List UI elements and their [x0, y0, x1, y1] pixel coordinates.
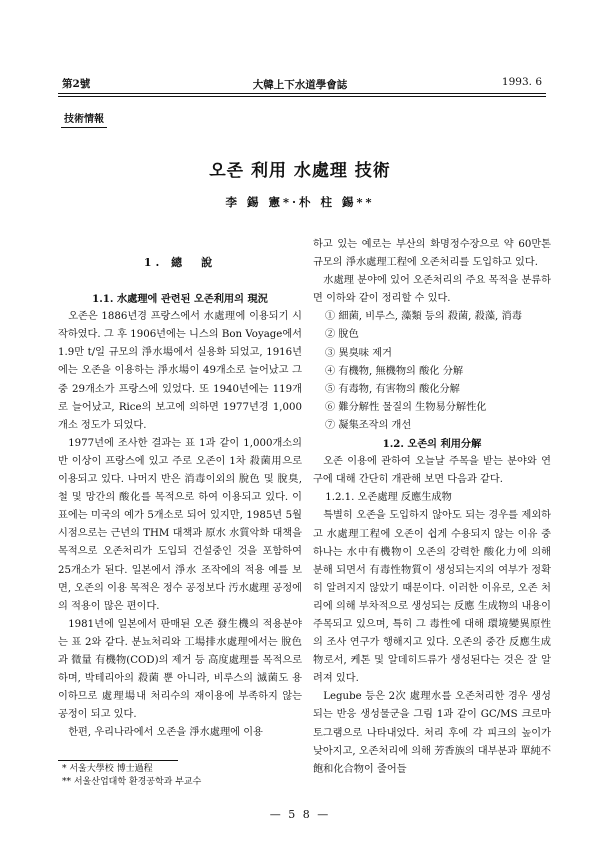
article-title: 오존 利用 水處理 技術 — [209, 161, 391, 181]
paragraph: 특별히 오존을 도입하지 않아도 되는 경우를 제외하고 水處理工程에 오존이 쉽게 수용되지 않는 이유 중 하나는 水中有機物이 오존의 강력한 酸化力에 의해 분해 되면서 有毒性物質이 생성되는지의 여부가 정확히 알려지지 않았기 때문이다. 이러한 이유로, 오존 처리에 의해 부차적으로 생성되는 反應 生成物의 내용이 주목되고 있으며, 특히 그 毒性에 대해 環境變異原性의 조사 연구가 행해지고 있다. 오존의 중간 反應生成物로서, 케톤 및 알데히드류가 생성된다는 것은 잘 알려져 있다. — [313, 510, 551, 685]
list-item: ④ 有機物, 無機物의 酸化 分解 — [325, 365, 464, 377]
list-item: ⑤ 有毒物, 有害物의 酸化分解 — [325, 383, 460, 395]
paragraph: 한편, 우리나라에서 오존을 淨水處理에 이용 — [68, 727, 263, 739]
list-item: ① 細菌, 비루스, 藻類 등의 殺菌, 殺藻, 消毒 — [325, 311, 522, 323]
paragraph: 1977년에 조사한 결과는 표 1과 같이 1,000개소의 반 이상이 프랑스에 있고 주로 오존이 1차 殺菌用으로 이용되고 있다. 나머지 반은 消毒이외의 脫色 및 脫臭, 철 및 망간의 酸化를 목적으로 하여 이용되고 있다. 이 표에는 미국의 예가 5개소로 되어 있지만, 1985년 5월 시점으로는 근년의 THM 대책과 原水 水質악화 대책을 목적으로 오존처리가 도입되 건설중인 것을 포함하여 25개소가 된다. 일본에서 淨水 조작에의 적용 예를 보면, 오존의 이용 목적은 정수 공정보다 汚水處理 공정에의 적용이 많은 편이다. — [58, 437, 302, 612]
subsubsection-heading: 1.2.1. 오존處理 反應生成物 — [325, 492, 452, 504]
issue-number: 第2號 — [62, 78, 91, 90]
right-column — [313, 236, 551, 779]
purpose-list — [313, 308, 551, 435]
list-item: ② 脫色 — [325, 329, 359, 341]
left-column — [58, 254, 302, 742]
paragraph: 오존은 1886년경 프랑스에서 水處理에 이용되기 시작하였다. 그 후 1906년에는 니스의 Bon Voyage에서 1.9만 t/일 규모의 淨水場에서 실용화 되었고, 1916년에는 오존을 이용하는 淨水場이 49개소로 늘어났고 그 중 29개소가 프랑스에 있었다. 또 1940년에는 119개로 늘어났고, Rice의 보고에 의하면 1977년경 1,000개소 정도가 되었다. — [58, 311, 302, 431]
list-item: ⑦ 凝集조작의 개선 — [325, 419, 412, 431]
header-rule-thin — [58, 96, 546, 97]
list-item: ⑥ 難分解性 물질의 生物易分解性化 — [325, 401, 487, 413]
paragraph: 하고 있는 예로는 부산의 화명정수장으로 약 60만톤 규모의 淨水處理工程에 오존처리를 도입하고 있다. — [313, 239, 551, 269]
article-authors: 李 錫 憲*·朴 柱 錫** — [225, 195, 375, 209]
subsection-heading: 1.2. 오존의 利用分解 — [382, 438, 482, 451]
list-item: ③ 異臭味 제거 — [325, 347, 392, 359]
header-rule — [58, 93, 546, 94]
paragraph: 오존 이용에 관하여 오늘날 주목을 받는 분야와 연구에 대해 간단히 개관해 보면 다음과 같다. — [313, 456, 551, 486]
issue-date: 1993. 6 — [501, 76, 542, 88]
footnote-rule — [58, 760, 178, 761]
section-tag: 技術情報 — [61, 110, 107, 128]
journal-title: 大韓上下水道學會誌 — [252, 79, 348, 91]
footnote: ** 서울산업대학 환경공학과 부교수 — [62, 777, 202, 787]
footnote: * 서울大學校 博士過程 — [62, 764, 153, 774]
paragraph: Legube 등은 2次 處理水를 오존처리한 경우 생성되는 반응 생성물군을 그림 1과 같이 GC/MS 크로마토그램으로 나타내었다. 처리 후에 각 피크의 높이가 낮아지고, 오존처리에 의해 芳香族의 대부분과 單純不飽和化合物이 줄어들 — [313, 691, 552, 775]
paragraph: 1981년에 일본에서 판매된 오존 發生機의 적용분야는 표 2와 같다. 분뇨처리와 工場排水處理에서는 脫色과 微量 有機物(COD)의 제거 등 高度處理를 목적으로하며, 박테리아의 殺菌 뿐 아니라, 비루스의 滅菌도 용이하므로 處理場내 처리수의 재이용에 부족하지 않는 공정이 되고 있다. — [58, 618, 302, 721]
subsection-heading: 1.1. 水處理에 관련된 오존利用의 現況 — [92, 293, 268, 306]
paragraph: 水處理 분야에 있어 오존처리의 주요 목적을 분류하면 이하와 같이 정리할 수 있다. — [313, 275, 551, 305]
section-heading: 1. 總 說 — [143, 256, 217, 269]
page-number: — 5 8 — — [269, 808, 331, 821]
